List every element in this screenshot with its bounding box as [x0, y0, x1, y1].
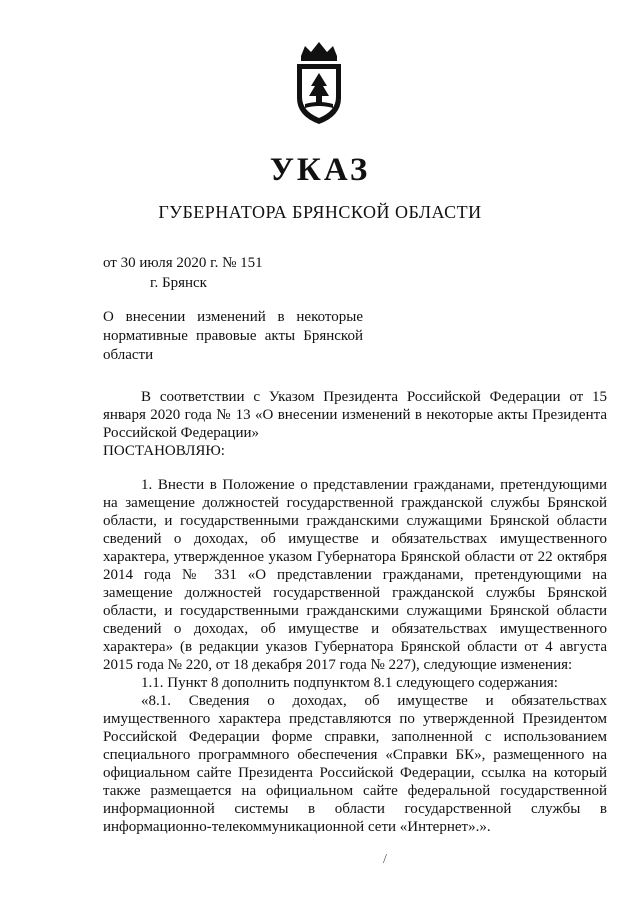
- item-1-1: 1.1. Пункт 8 дополнить подпунктом 8.1 следующего содержания:: [141, 675, 558, 691]
- decree-subject: О внесении изменений в некоторые нормативные правовые акты Брянской области: [103, 309, 363, 363]
- decree-date-number: от 30 июля 2020 г. № 151: [103, 255, 263, 271]
- item-1: 1. Внести в Положение о представлении гражданами, претендующими на замещение должностей государственной гражданской службы Брянской области, и государственными гражданскими служащими Брянской области сведений о доходах, об имуществе и обязательствах имущественного характера, утвержденное указом Губернатора Брянской области от 22 октября 2014 года № 331 «О представлении гражданами, претендующими на замещение должностей государственной гражданской службы Брянской области, и государственными гражданскими служащими Брянской области сведений о доходах, об имуществе и обязательствах имущественного характера» (в редакции указов Губернатора Брянской области от 4 августа 2015 года № 220, от 18 декабря 2017 года № 227), следующие изменения:: [103, 477, 607, 673]
- document-issuer: ГУБЕРНАТОРА БРЯНСКОЙ ОБЛАСТИ: [158, 202, 482, 222]
- pen-mark: /: [383, 852, 387, 867]
- decree-word: ПОСТАНОВЛЯЮ:: [103, 443, 225, 459]
- item-8-1: «8.1. Сведения о доходах, об имуществе и обязательствах имущественного характера представляются по утвержденной Президентом Российской Федерации форме справки, заполненной с использованием специального программного обеспечения «Справки БК», размещенного на официальном сайте Президента Российской Федерации, ссылка на который также размещается на официальном сайте федеральной государственной информационной системы в области государственной службы в информационно-телекоммуникационной сети «Интернет».».: [103, 693, 607, 835]
- document-title: УКАЗ: [269, 152, 371, 188]
- preamble: В соответствии с Указом Президента Российской Федерации от 15 января 2020 года № 13 «О внесении изменений в некоторые акты Президента Российской Федерации»: [103, 389, 607, 441]
- decree-city: г. Брянск: [150, 275, 207, 291]
- decree-body: [103, 388, 607, 836]
- coat-of-arms-icon: [291, 40, 347, 130]
